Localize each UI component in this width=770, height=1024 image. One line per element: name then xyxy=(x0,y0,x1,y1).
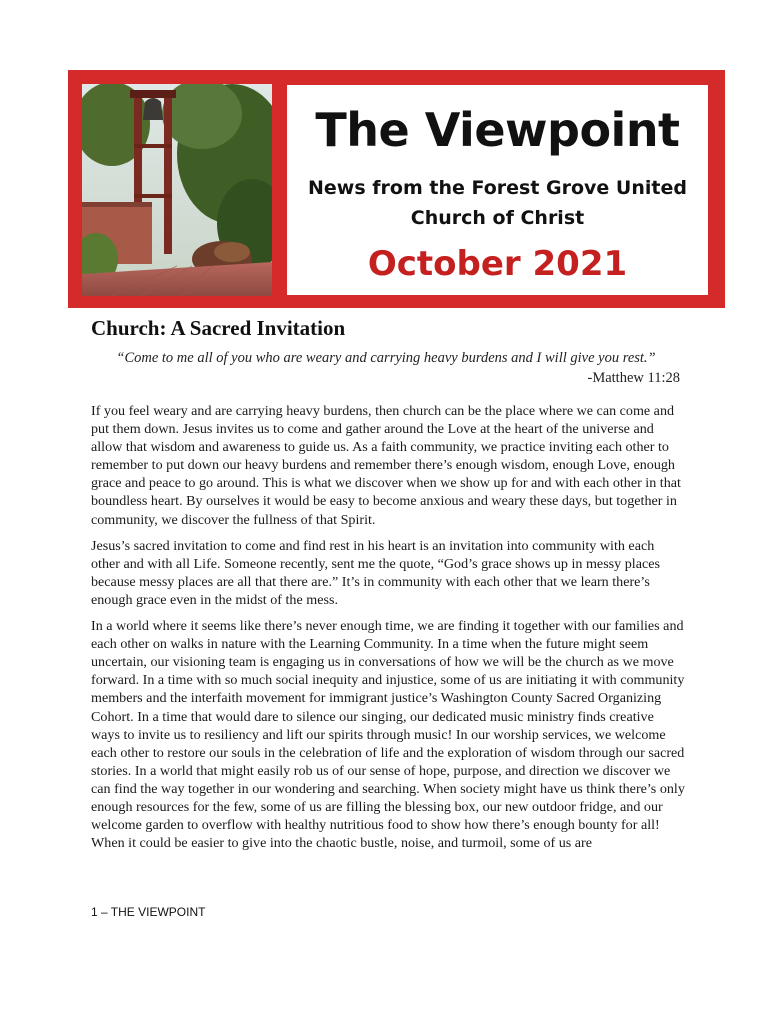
article-paragraph: If you feel weary and are carrying heavy burdens, then church can be the place where we can come and put them down. Jesus invites us to come and gather around the Love at the heart of the universe and allow that wisdom and awareness to guide us. As a faith community, we practice inviting each other to remember to put down our heavy burdens and remember there’s enough wisdom, enough Love, enough grace and peace to go around. This is what we discover when we show up for and with each other in that boundless heart. By ourselves it would be easy to become anxious and weary these days, but together in community, we discover the fullness of that Spirit. xyxy=(91,403,681,528)
article-body xyxy=(91,402,685,860)
title-panel xyxy=(287,85,708,295)
newsletter-subtitle xyxy=(287,173,708,233)
issue-date: October 2021 xyxy=(367,244,628,284)
subtitle-line-1: News from the Forest Grove United xyxy=(308,177,687,199)
subtitle-line-2: Church of Christ xyxy=(410,207,585,229)
scripture-citation: -Matthew 11:28 xyxy=(587,370,680,386)
article-paragraph: Jesus’s sacred invitation to come and find rest in his heart is an invitation into community with each other and with all Life. Someone recently, sent me the quote, “God’s grace shows up in messy places because messy places are all that there are.” It’s in community with each other that we learn there’s enough grace even in the midst of the mess. xyxy=(91,537,660,608)
page-footer: 1 – THE VIEWPOINT xyxy=(91,905,206,919)
article-title: Church: A Sacred Invitation xyxy=(91,316,346,340)
newsletter-title: The Viewpoint xyxy=(315,103,680,157)
church-photo xyxy=(82,84,272,296)
scripture-quote: “Come to me all of you who are weary and carrying heavy burdens and I will give you rest.” xyxy=(116,350,656,366)
article-paragraph: In a world where it seems like there’s never enough time, we are finding it together with our families and each other on walks in nature with the Learning Community. In a time when the future might seem uncertain, our visioning team is engaging us in conversations of how we will be the church as we move forward. In a time with so much social inequity and injustice, some of us are initiating it with community members and the interfaith movement for immigrant justice’s Washington County Sacred Organizing Cohort. In a time that would dare to silence our singing, our dedicated music ministry finds creative ways to invite us to resiliency and lift our spirits through music! In our worship services, we welcome each other to restore our souls in the celebration of life and the exploration of wisdom through our sacred stories. In a world that might easily rob us of our sense of hope, purpose, and direction we discover we can find the way together in our wondering and searching. When society might have us think there’s only enough resources for the few, some of us are filling the blessing box, our new outdoor fridge, and our welcome garden to overflow with healthy nutritious food to show how there’s enough bounty for all! When it could be easier to give into the chaotic bustle, noise, and turmoil, some of us are xyxy=(91,618,685,852)
